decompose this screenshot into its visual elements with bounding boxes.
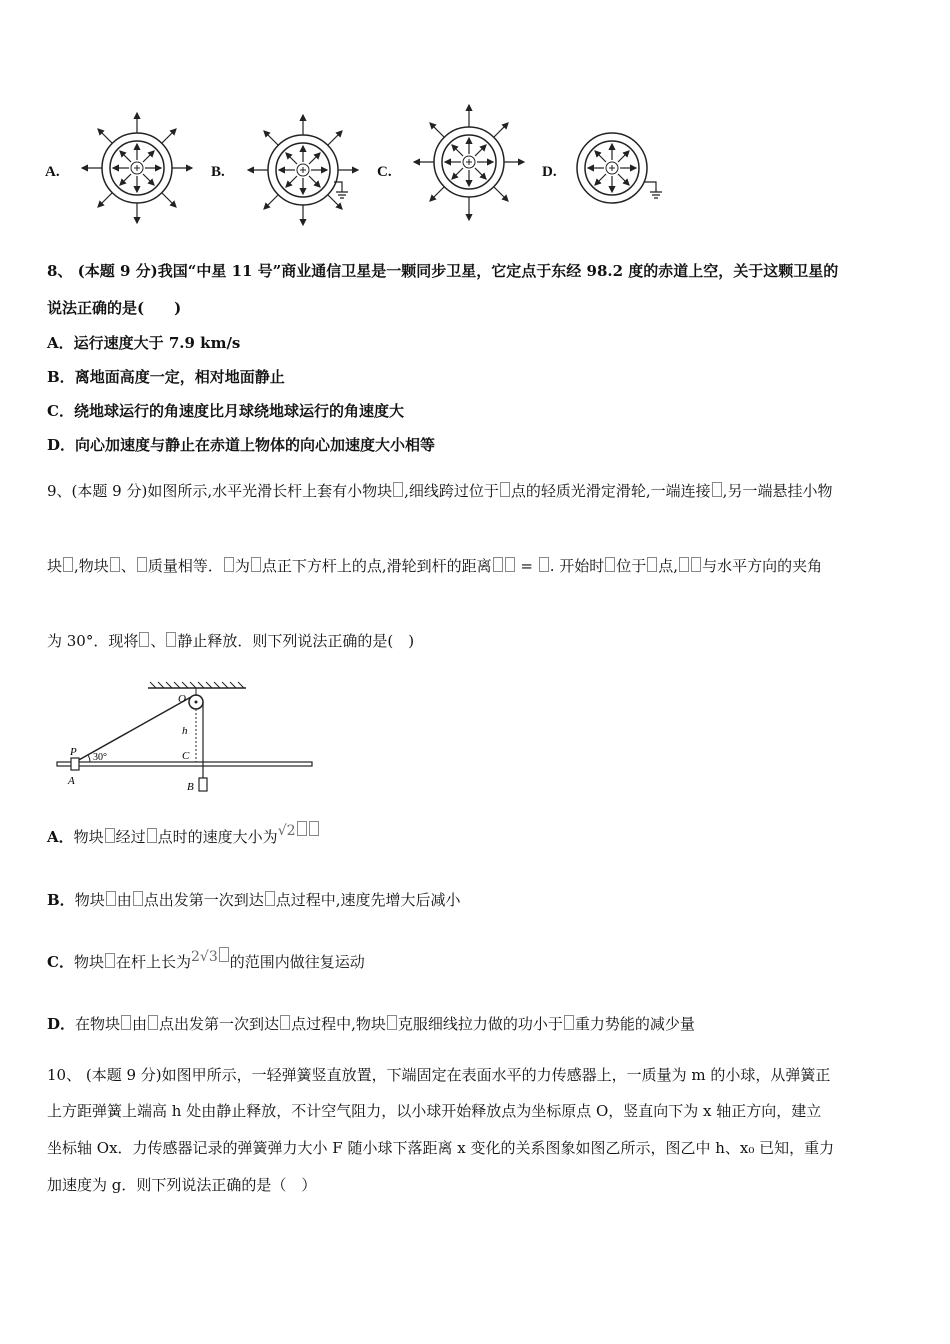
missing-glyph: [105, 953, 115, 968]
label-B: B: [187, 781, 194, 793]
missing-glyph: [297, 821, 307, 836]
missing-glyph: [500, 482, 510, 497]
missing-glyph: [63, 557, 73, 572]
field-diagram-b-icon: [246, 110, 366, 228]
q9-text: 点的轻质光滑定滑轮,一端连接: [510, 482, 711, 500]
missing-glyph: [224, 557, 234, 572]
field-diagram-c-icon: [412, 102, 527, 224]
option-label: C．: [47, 953, 74, 971]
q8-stem-line2: 说法正确的是( ): [47, 299, 182, 317]
option-text: 的范围内做往复运动: [229, 953, 365, 971]
q7-figures: [40, 100, 720, 230]
option-label: D．: [47, 1015, 76, 1033]
formula: √2: [277, 823, 296, 839]
option-a-label[interactable]: A.: [45, 164, 60, 180]
missing-glyph: [166, 632, 176, 647]
missing-glyph: [505, 557, 515, 572]
q8-option-b[interactable]: [47, 367, 285, 387]
q9-text: 点,: [658, 557, 679, 575]
q10-stem-line2: 上方距弹簧上端高 h 处由静止释放，不计空气阻力，以小球开始释放点为坐标原点 O，竖直向下为 x 轴正方向，建立: [47, 1102, 822, 1120]
q9-text: 与水平方向的夹角: [702, 557, 823, 575]
option-text: 在杆上长为: [115, 953, 191, 971]
label-A: A: [68, 775, 75, 787]
missing-glyph: [121, 1015, 131, 1030]
missing-glyph: [605, 557, 615, 572]
missing-glyph: [309, 821, 319, 836]
q8-option-c[interactable]: [47, 401, 404, 421]
option-text: 离地面高度一定，相对地面静止: [74, 368, 285, 386]
q9-option-b[interactable]: [47, 890, 461, 910]
missing-glyph: [106, 891, 116, 906]
option-text: 物块: [73, 953, 104, 971]
option-text: 点时的速度大小为: [157, 828, 278, 846]
missing-glyph: [105, 828, 115, 843]
label-angle: 30°: [93, 752, 107, 763]
option-text: 点过程中,物块: [291, 1015, 386, 1033]
missing-glyph: [387, 1015, 397, 1030]
q8-option-d[interactable]: [47, 435, 435, 455]
missing-glyph: [564, 1015, 574, 1030]
missing-glyph: [147, 828, 157, 843]
option-text: 绕地球运行的角速度比月球绕地球运行的角速度大: [73, 402, 404, 420]
option-text: 由: [116, 891, 132, 909]
option-text: 运行速度大于 7.9 km/s: [73, 334, 241, 352]
q9-text: 位于: [616, 557, 647, 575]
label-C: C: [182, 750, 190, 762]
option-c-label[interactable]: C.: [377, 164, 392, 180]
option-text: 点出发第一次到达: [159, 1015, 280, 1033]
q9-stem-line2: [47, 556, 822, 576]
missing-glyph: [679, 557, 689, 572]
q9-text: 块: [47, 557, 63, 575]
missing-glyph: [280, 1015, 290, 1030]
q9-text: . 开始时: [549, 557, 605, 575]
missing-glyph: [712, 482, 722, 497]
option-label: A．: [47, 334, 74, 352]
q9-text: ,物块: [74, 557, 109, 575]
missing-glyph: [691, 557, 701, 572]
option-text: 在物块: [75, 1015, 121, 1033]
q9-stem-line3: [47, 631, 414, 651]
label-h: h: [182, 725, 188, 737]
missing-glyph: [265, 891, 275, 906]
q8-option-a[interactable]: [47, 333, 240, 353]
option-label: D．: [47, 436, 76, 454]
option-text: 经过: [115, 828, 146, 846]
missing-glyph: [647, 557, 657, 572]
field-diagram-d-icon: [572, 130, 672, 210]
q9-text: 为 30°．现将: [47, 632, 139, 650]
missing-glyph: [110, 557, 120, 572]
missing-glyph: [539, 557, 549, 572]
missing-glyph: [493, 557, 503, 572]
option-b-label[interactable]: B.: [211, 164, 225, 180]
q9-text: 点正下方杆上的点,滑轮到杆的距离: [261, 557, 492, 575]
option-text: 由: [132, 1015, 148, 1033]
missing-glyph: [137, 557, 147, 572]
missing-glyph: [251, 557, 261, 572]
field-diagram-a-icon: [80, 108, 195, 226]
q9-pulley-diagram: [50, 678, 320, 798]
option-d-label[interactable]: D.: [542, 164, 557, 180]
formula: 2√3: [190, 949, 218, 965]
q10-stem-line4: 加速度为 g．则下列说法正确的是（ ）: [47, 1176, 317, 1194]
option-label: B．: [47, 891, 75, 909]
missing-glyph: [133, 891, 143, 906]
option-label: A．: [47, 828, 74, 846]
option-label: C．: [47, 402, 74, 420]
q9-option-a[interactable]: [47, 823, 320, 848]
option-label: B．: [47, 368, 75, 386]
q9-text: 、: [150, 632, 166, 650]
missing-glyph: [219, 947, 229, 962]
q9-text: 9、(本题 9 分)如图所示,水平光滑长杆上套有小物块: [47, 482, 393, 500]
q9-text: 质量相等．: [147, 557, 223, 575]
q9-text: =: [515, 557, 538, 575]
option-text: 点出发第一次到达: [143, 891, 264, 909]
q9-text: 静止释放．则下列说法正确的是( ): [177, 632, 415, 650]
option-text: 物块: [73, 828, 104, 846]
option-text: 重力势能的减少量: [574, 1015, 695, 1033]
q9-text: 、: [120, 557, 136, 575]
option-text: 物块: [74, 891, 105, 909]
q9-option-d[interactable]: [47, 1014, 695, 1034]
q8-stem-line1: 8、 (本题 9 分)我国“中星 11 号”商业通信卫星是一颗同步卫星，它定点于东经 98.2 度的赤道上空，关于这颗卫星的: [47, 262, 839, 280]
q9-option-c[interactable]: [47, 949, 365, 973]
label-P: P: [70, 746, 77, 758]
option-text: 克服细线拉力做的功小于: [397, 1015, 563, 1033]
q9-text: ,细线跨过位于: [404, 482, 499, 500]
missing-glyph: [148, 1015, 158, 1030]
option-text: 向心加速度与静止在赤道上物体的向心加速度大小相等: [75, 436, 436, 454]
missing-glyph: [139, 632, 149, 647]
q10-stem-line1: 10、 (本题 9 分)如图甲所示，一轻弹簧竖直放置，下端固定在表面水平的力传感器上，一质量为 m 的小球，从弹簧正: [47, 1066, 831, 1084]
q9-stem-line1: [47, 481, 832, 501]
missing-glyph: [393, 482, 403, 497]
q10-stem-line3: 坐标轴 Ox．力传感器记录的弹簧弹力大小 F 随小球下落距离 x 变化的关系图象如图乙所示，图乙中 h、x₀ 已知，重力: [47, 1139, 835, 1157]
label-O: O: [178, 693, 186, 705]
option-text: 点过程中,速度先增大后减小: [275, 891, 461, 909]
q9-text: 为: [234, 557, 250, 575]
q9-text: ,另一端悬挂小物: [722, 482, 833, 500]
